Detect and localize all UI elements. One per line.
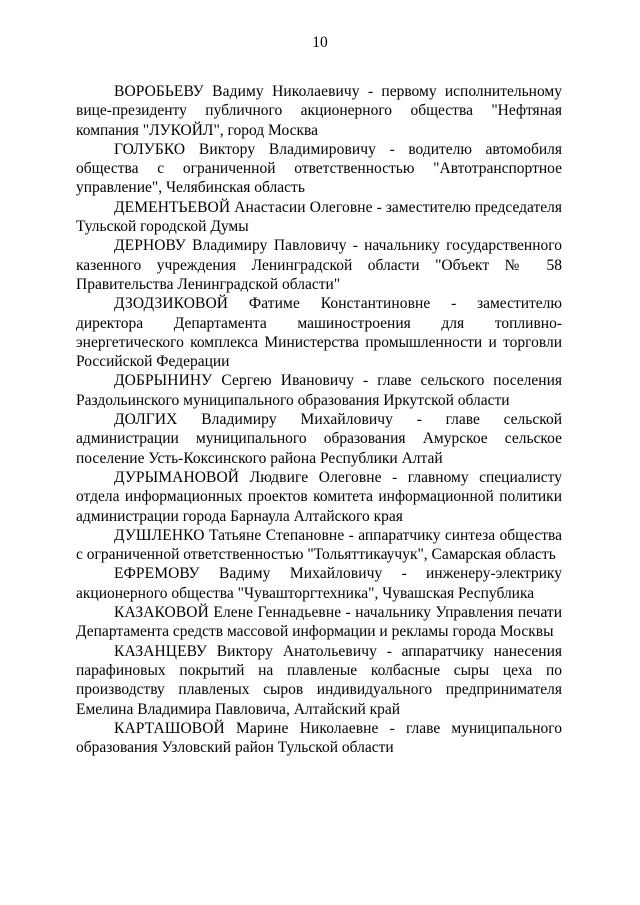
page-number: 10 — [312, 34, 328, 51]
recipient-description: инженеру-электрику акционерного общества "Чувашторгтехника", Чувашская Республика — [76, 565, 562, 602]
recipient-description: аппаратчику синтеза общества с ограниченной ответственностью "Тольяттикаучук", Самарская область — [76, 526, 562, 564]
recipient-description: заместителю председателя Тульской городской Думы — [76, 198, 562, 236]
list-item: ДУШЛЕНКО Татьяне Степановне - аппаратчику синтеза общества с ограниченной ответственностью "Тольяттикаучук", Самарская область — [76, 526, 562, 564]
recipient-name: ВОРОБЬЕВУ Вадиму Николаевичу — [114, 83, 360, 100]
list-item: КАРТАШОВОЙ Марине Николаевне - главе муниципального образования Узловский район Тульской области — [76, 719, 562, 757]
recipient-description: главе сельской администрации муниципального образования Амурское сельское поселение Усть-Коксинского района Республики Алтай — [76, 411, 562, 467]
list-item: ДЕМЕНТЬЕВОЙ Анастасии Олеговне - заместителю председателя Тульской городской Думы — [76, 198, 562, 236]
recipient-name: ДУРЫМАНОВОЙ Людвиге Олеговне — [114, 468, 382, 486]
list-item: КАЗАНЦЕВУ Виктору Анатольевичу - аппаратчику нанесения парафиновых покрытий на плавленые колбасные сыры цеха по производству плавленых сыров индивидуального предпринимателя Емелина Владимира Павловича, Алтайский край — [76, 642, 563, 718]
recipient-name: ГОЛУБКО Виктору Владимировичу — [114, 140, 377, 158]
list-item: ВОРОБЬЕВУ Вадиму Николаевичу - первому исполнительному вице-президенту публичного акционерного общества "Нефтяная компания "ЛУКОЙЛ", город Москва — [76, 83, 562, 139]
recipient-name: ДЕМЕНТЬЕВОЙ Анастасии Олеговне — [114, 198, 373, 216]
recipient-name: ДЗОДЗИКОВОЙ Фатиме Константиновне — [114, 295, 431, 313]
list-item: КАЗАКОВОЙ Елене Геннадьевне - начальнику Управления печати Департамента средств массовой информации и рекламы города Москвы — [76, 604, 563, 641]
recipient-description: заместителю директора Департамента машиностроения для топливно-энергетического комплекса Министерства промышленности и торговли Российской Федерации — [76, 295, 562, 371]
list-item: ДУРЫМАНОВОЙ Людвиге Олеговне - главному специалисту отдела информационных проектов комитета информационной политики администрации города Барнаула Алтайского края — [76, 468, 562, 525]
list-item: ДОБРЫНИНУ Сергею Ивановичу - главе сельского поселения Раздольинского муниципального образования Иркутской области — [76, 372, 563, 409]
award-list — [76, 82, 562, 757]
recipient-description: первому исполнительному вице-президенту публичного акционерного общества "Нефтяная компания "ЛУКОЙЛ", город Москва — [76, 83, 562, 139]
list-item: ДОЛГИХ Владимиру Михайловичу - главе сельской администрации муниципального образования Амурское сельское поселение Усть-Коксинского района Республики Алтай — [76, 411, 562, 467]
recipient-description: главе сельского поселения Раздольинского муниципального образования Иркутской области — [76, 372, 563, 409]
recipient-name: ДОЛГИХ Владимиру Михайловичу — [114, 411, 394, 429]
list-item: ДЕРНОВУ Владимиру Павловичу - начальнику государственного казенного учреждения Ленинградской области "Объект № 58 Правительства Ленинградской области" — [76, 237, 562, 293]
recipient-name: ЕФРЕМОВУ Вадиму Михайловичу — [114, 565, 383, 583]
recipient-name: КАЗАНЦЕВУ Виктору Анатольевичу — [114, 642, 377, 660]
list-item: ГОЛУБКО Виктору Владимировичу - водителю автомобиля общества с ограниченной ответственностью "Автотранспортное управление", Челябинская область — [76, 140, 562, 197]
recipient-description: начальнику Управления печати Департамента средств массовой информации и рекламы города Москвы — [76, 604, 563, 641]
recipient-name: ДЕРНОВУ Владимиру Павловичу — [114, 237, 347, 255]
recipient-description: аппаратчику нанесения парафиновых покрытий на плавленые колбасные сыры цеха по производству плавленых сыров индивидуального предпринимателя Емелина Владимира Павловича, Алтайский край — [76, 642, 563, 718]
recipient-description: главе муниципального образования Узловский район Тульской области — [76, 719, 562, 757]
list-item: ЕФРЕМОВУ Вадиму Михайловичу - инженеру-электрику акционерного общества "Чувашторгтехника", Чувашская Республика — [76, 565, 562, 602]
recipient-name: КАЗАКОВОЙ Елене Геннадьевне — [114, 604, 342, 622]
list-item: ДЗОДЗИКОВОЙ Фатиме Константиновне - заместителю директора Департамента машиностроения для топливно-энергетического комплекса Министерства промышленности и торговли Российской Федерации — [76, 295, 562, 371]
recipient-name: ДУШЛЕНКО Татьяне Степановне — [114, 526, 345, 544]
recipient-description: водителю автомобиля общества с ограниченной ответственностью "Автотранспортное управление", Челябинская область — [76, 140, 562, 197]
recipient-description: начальнику государственного казенного учреждения Ленинградской области "Объект № 58 Правительства Ленинградской области" — [76, 237, 562, 293]
recipient-description: главному специалисту отдела информационных проектов комитета информационной политики администрации города Барнаула Алтайского края — [76, 468, 562, 525]
recipient-name: ДОБРЫНИНУ Сергею Ивановичу — [114, 372, 355, 390]
recipient-name: КАРТАШОВОЙ Марине Николаевне — [114, 719, 379, 737]
